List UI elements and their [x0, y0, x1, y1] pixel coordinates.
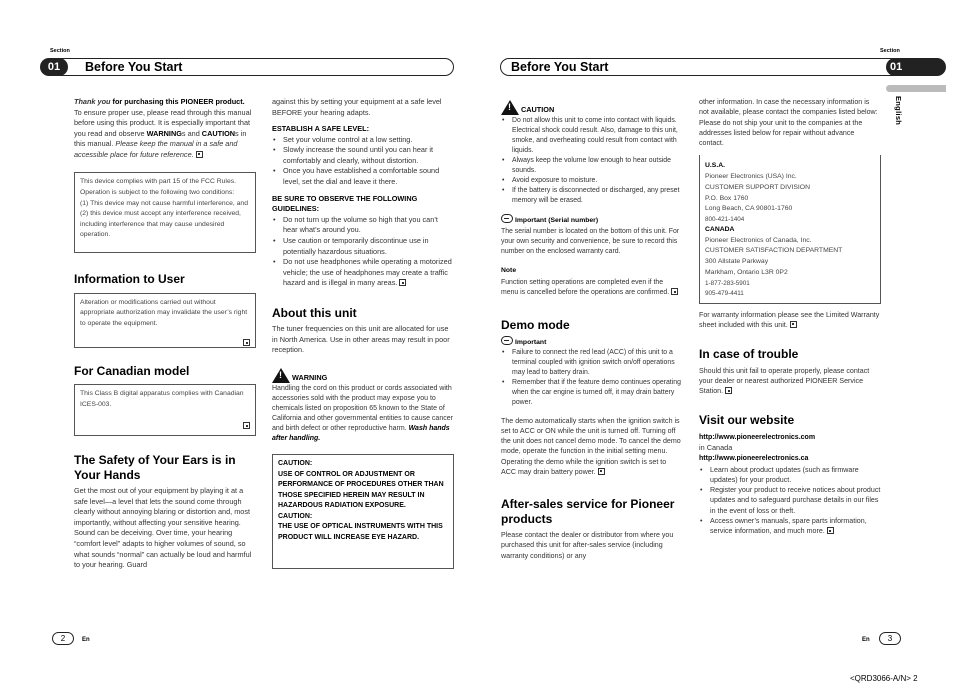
side-tab: [886, 85, 946, 92]
trouble-heading: In case of trouble: [699, 347, 799, 362]
end-mark-icon: [243, 422, 250, 429]
demo-important-list: [501, 348, 681, 408]
canada-line: 905-479-4411: [705, 289, 744, 297]
note-body: Function setting operations are completed even if the menu is cancelled before the operations are confirmed.: [501, 279, 670, 297]
canada-line: Markham, Ontario L3R 0P2: [705, 268, 788, 276]
usa-label: U.S.A.: [705, 162, 726, 170]
page-number-left: 2: [52, 632, 74, 645]
caution-label: CAUTION: [521, 105, 555, 114]
safety-continued-text: against this by setting your equipment at a safe level BEFORE your hearing adapts.: [272, 97, 442, 117]
note-label: Note: [501, 267, 517, 275]
list-item: • Register your product to receive notices about product updates and to safeguard purchase details in our files in the event of loss or theft.: [699, 485, 881, 516]
list-item: • Slowly increase the sound until you can hear it comfortably and clearly, without distortion.: [272, 145, 454, 166]
intro-thanks: Thank you: [74, 97, 111, 106]
fcc-notice-box: This device complies with part 15 of the FCC Rules. Operation is subject to the following two conditions: (1) This device may not cause harmful interference, and (2) this device must accept any interference received, including interference that may cause undesired operation.: [74, 172, 256, 253]
intro-paragraph: [74, 97, 256, 160]
page-title-right: Before You Start: [500, 58, 904, 76]
demo-important-heading: [501, 336, 681, 348]
section-number-left: 01: [40, 58, 68, 76]
intro-s-and: s and: [181, 128, 202, 138]
language-code-right: En: [862, 637, 870, 643]
canada-line: CUSTOMER SATISFACTION DEPARTMENT: [705, 247, 843, 255]
serial-number-text: The serial number is located on the bottom of this unit. For your own security and convenience, be sure to record this number on the enclosed warranty card.: [501, 228, 680, 256]
list-item: • Always keep the volume low enough to hear outside sounds.: [501, 156, 681, 176]
list-item: • Failure to connect the red lead (ACC) of this unit to a terminal coupled with ignition switch on/off operations may lead to battery drain.: [501, 348, 681, 378]
warranty-text: [699, 310, 881, 331]
list-item: • If the battery is disconnected or discharged, any preset memory will be erased.: [501, 186, 681, 206]
end-mark-icon: [243, 339, 250, 346]
safety-ears-heading: The Safety of Your Ears is in Your Hands: [74, 453, 236, 482]
url-ca-text[interactable]: http://www.pioneerelectronics.ca: [699, 455, 809, 463]
observe-guidelines-heading: BE SURE TO OBSERVE THE FOLLOWING GUIDELINES:: [272, 193, 418, 214]
info-to-user-text: Alteration or modifications carried out without appropriate authorization may invalidate the user’s right to operate the equipment.: [80, 298, 248, 327]
trouble-text: [699, 366, 881, 397]
info-to-user-box: [74, 293, 256, 348]
section-label-right: Section: [880, 48, 900, 54]
demo-important-label: Important: [515, 338, 547, 346]
after-sales-text: Please contact the dealer or distributor from where you purchased this unit for after-sales service (including warranty conditions) or any: [501, 530, 674, 560]
warning-label: WARNING: [292, 372, 328, 382]
column-1: [74, 97, 256, 571]
safety-ears-text: Get the most out of your equipment by playing it at a safe level—a level that lets the sound come through clearly without annoying blaring or distortion and, most importantly, without affecting your sensitive hearing. Sound can be deceiving. Over time, your hearing “comfort level” adapts to higher volumes of sound, so what sounds “normal” can actually be loud and harmful to your hearing. Guard: [74, 486, 252, 570]
serial-number-heading: [501, 214, 681, 226]
trouble-body: Should this unit fail to operate properly, please contact your dealer or nearest authorized PIONEER Service Station.: [699, 366, 870, 396]
column-3: [501, 100, 681, 561]
list-item: • Do not turn up the volume so high that you can’t hear what’s around you.: [272, 215, 454, 236]
caution-list: [501, 116, 681, 206]
usa-line: P.O. Box 1760: [705, 194, 749, 202]
usa-line: Pioneer Electronics (USA) Inc.: [705, 173, 797, 181]
intro-warning-word: WARNING: [146, 128, 182, 138]
url-ca[interactable]: [699, 453, 881, 464]
contact-address-box: [699, 155, 881, 303]
caution-block: [501, 100, 681, 116]
url-us[interactable]: [699, 432, 881, 443]
document-code: <QRD3066-A/N> 2: [850, 674, 918, 683]
list-item: • Do not allow this unit to come into contact with liquids. Electrical shock could result. Also, damage to this unit, smoke, and overheating could result from contact with liquids.: [501, 116, 681, 156]
list-item-text: Access owner’s manuals, spare parts information, service information, and much more.: [710, 517, 867, 536]
info-to-user-heading: Information to User: [74, 272, 185, 287]
intro-keep-manual: Please keep the manual in a safe and accessible place for future reference.: [74, 139, 238, 159]
intro-text: To ensure proper use, please read through this manual before using this product. It is especially important that you read and observe: [74, 107, 252, 138]
url-us-text[interactable]: http://www.pioneerelectronics.com: [699, 433, 816, 441]
in-canada-label: in Canada: [699, 442, 733, 452]
usa-line: 800-421-1404: [705, 216, 745, 224]
important-icon: [501, 214, 513, 223]
after-sales-heading: After-sales service for Pioneer products: [501, 497, 675, 526]
section-label-left: Section: [50, 48, 70, 54]
end-mark-icon: [671, 288, 678, 295]
page-title-left: Before You Start: [50, 58, 454, 76]
usa-line: CUSTOMER SUPPORT DIVISION: [705, 183, 810, 191]
end-mark-icon: [399, 279, 406, 286]
canada-label: CANADA: [705, 226, 735, 234]
wash-hands-text: Wash hands after handling.: [272, 425, 450, 443]
establish-safe-level-heading: ESTABLISH A SAFE LEVEL:: [272, 124, 370, 134]
establish-list: [272, 135, 454, 188]
note-text: [501, 278, 681, 298]
end-mark-icon: [196, 151, 203, 158]
list-item: [699, 516, 881, 537]
caution-laser-box: CAUTION: USE OF CONTROL OR ADJUSTMENT OR PERFORMANCE OF PROCEDURES OTHER THAN THOSE SPECIFIED HEREIN MAY RESULT IN HAZARDOUS RADIATION EXPOSURE. CAUTION: THE USE OF OPTICAL INSTRUMENTS WITH THIS PRODUCT WILL INCREASE EYE HAZARD.: [272, 454, 454, 569]
end-mark-icon: [725, 387, 732, 394]
end-mark-icon: [827, 527, 834, 534]
column-2: [272, 97, 454, 569]
section-number-right: 01: [886, 58, 946, 76]
end-mark-icon: [598, 468, 605, 475]
end-mark-icon: [790, 321, 797, 328]
warning-body: Handling the cord on this product or cords associated with accessories sold with the product may expose you to chemicals listed on proposition 65 known to the State of California and other governmental entities to cause cancer and birth defect or other reproductive harm.: [272, 384, 453, 433]
demo-mode-text: [501, 416, 681, 478]
intro-caution-word: CAUTION: [201, 128, 236, 138]
canada-line: 1-877-283-5901: [705, 279, 750, 287]
language-tab-label: English: [893, 96, 903, 126]
website-heading: Visit our website: [699, 413, 795, 428]
canadian-model-heading: For Canadian model: [74, 363, 190, 378]
do-not-ship-text: Please do not ship your unit to the companies at the addresses listed below for repair without advance contact.: [699, 118, 863, 148]
canada-line: Pioneer Electronics of Canada, Inc.: [705, 236, 812, 244]
list-item: • Once you have established a comfortable sound level, set the dial and leave it there.: [272, 166, 454, 187]
page-number-right: 3: [879, 632, 901, 645]
warning-text: [272, 384, 454, 445]
canada-line: 300 Allstate Parkway: [705, 258, 769, 266]
canadian-model-text: This Class B digital apparatus complies with Canadian ICES-003.: [80, 390, 244, 408]
about-unit-heading: About this unit: [272, 305, 357, 320]
warning-triangle-icon: [272, 368, 290, 383]
list-item: • Remember that if the feature demo continues operating when the car engine is turned off, it may drain battery power.: [501, 378, 681, 408]
website-list: [699, 465, 881, 537]
list-item: • Use caution or temporarily discontinue use in potentially hazardous situations.: [272, 236, 454, 257]
demo-mode-heading: Demo mode: [501, 318, 570, 333]
list-item: [272, 257, 454, 289]
intro-product: for purchasing this PIONEER product.: [110, 97, 245, 106]
warranty-body: For warranty information please see the Limited Warranty sheet included with this unit.: [699, 310, 880, 329]
caution-triangle-icon: [501, 100, 519, 115]
serial-number-label: Important (Serial number): [515, 216, 599, 224]
language-code-left: En: [82, 637, 90, 643]
observe-list: [272, 215, 454, 289]
list-item-text: Do not use headphones while operating a motorized vehicle; the use of headphones may create a traffic hazard and is illegal in many areas.: [283, 257, 452, 288]
list-item: • Set your volume control at a low setting.: [272, 135, 454, 146]
usa-line: Long Beach, CA 90801-1760: [705, 205, 793, 213]
demo-mode-body: The demo automatically starts when the ignition switch is set to ACC or ON while the unit is turned off. Turning off the unit does not cancel demo mode. To cancel the demo mode, operate the function in the initial setting menu. Operating the demo while the ignition switch is set to ACC may drain battery power.: [501, 416, 681, 476]
intro-s-in: s in this manual.: [74, 128, 247, 149]
list-item: • Avoid exposure to moisture.: [501, 176, 681, 186]
contact-continued-text: other information. In case the necessary information is not available, please contact the companies listed below:: [699, 98, 878, 117]
list-item: • Learn about product updates (such as firmware updates) for your product.: [699, 465, 881, 486]
important-icon: [501, 336, 513, 345]
warning-block: [272, 368, 454, 444]
canadian-model-box: [74, 384, 256, 436]
about-unit-text: The tuner frequencies on this unit are allocated for use in North America. Use in other areas may result in poor reception.: [272, 324, 450, 355]
column-4: [699, 97, 881, 537]
